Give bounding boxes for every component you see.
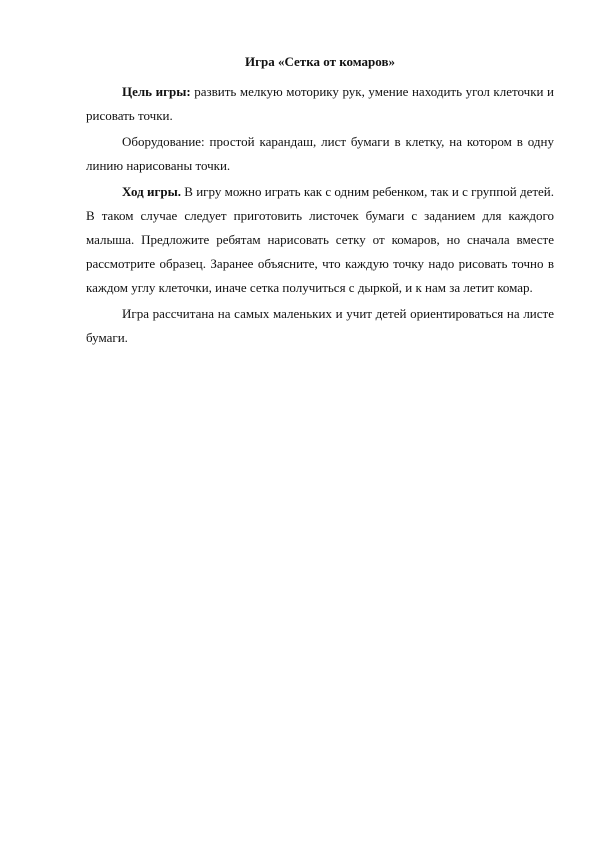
paragraph-procedure (86, 180, 554, 300)
paragraph-goal-lead: Цель игры: (122, 84, 191, 99)
document-body (86, 52, 554, 352)
paragraph-equipment-text: Оборудование: простой карандаш, лист бумаги в клетку, на котором в одну линию нарисованы точки. (86, 134, 554, 173)
paragraph-goal (86, 80, 554, 128)
paragraph-equipment (86, 130, 554, 178)
document-title: Игра «Сетка от комаров» (245, 54, 395, 69)
paragraph-procedure-lead: Ход игры. (122, 184, 181, 199)
paragraph-summary (86, 302, 554, 350)
paragraph-summary-text: Игра рассчитана на самых маленьких и учит детей ориентироваться на листе бумаги. (86, 306, 554, 345)
paragraph-procedure-text: В игру можно играть как с одним ребенком, так и с группой детей. В таком случае следует приготовить листочек бумаги с заданием для каждого малыша. Предложите ребятам нарисовать сетку от комаров, но сначала вместе рассмотрите образец. Заранее объясните, что каждую точку надо рисовать точно в каждом углу клеточки, иначе сетка получиться с дыркой, и к нам за летит комар. (86, 184, 554, 295)
paragraph-goal-text: развить мелкую моторику рук, умение находить угол клеточки и рисовать точки. (86, 84, 554, 123)
